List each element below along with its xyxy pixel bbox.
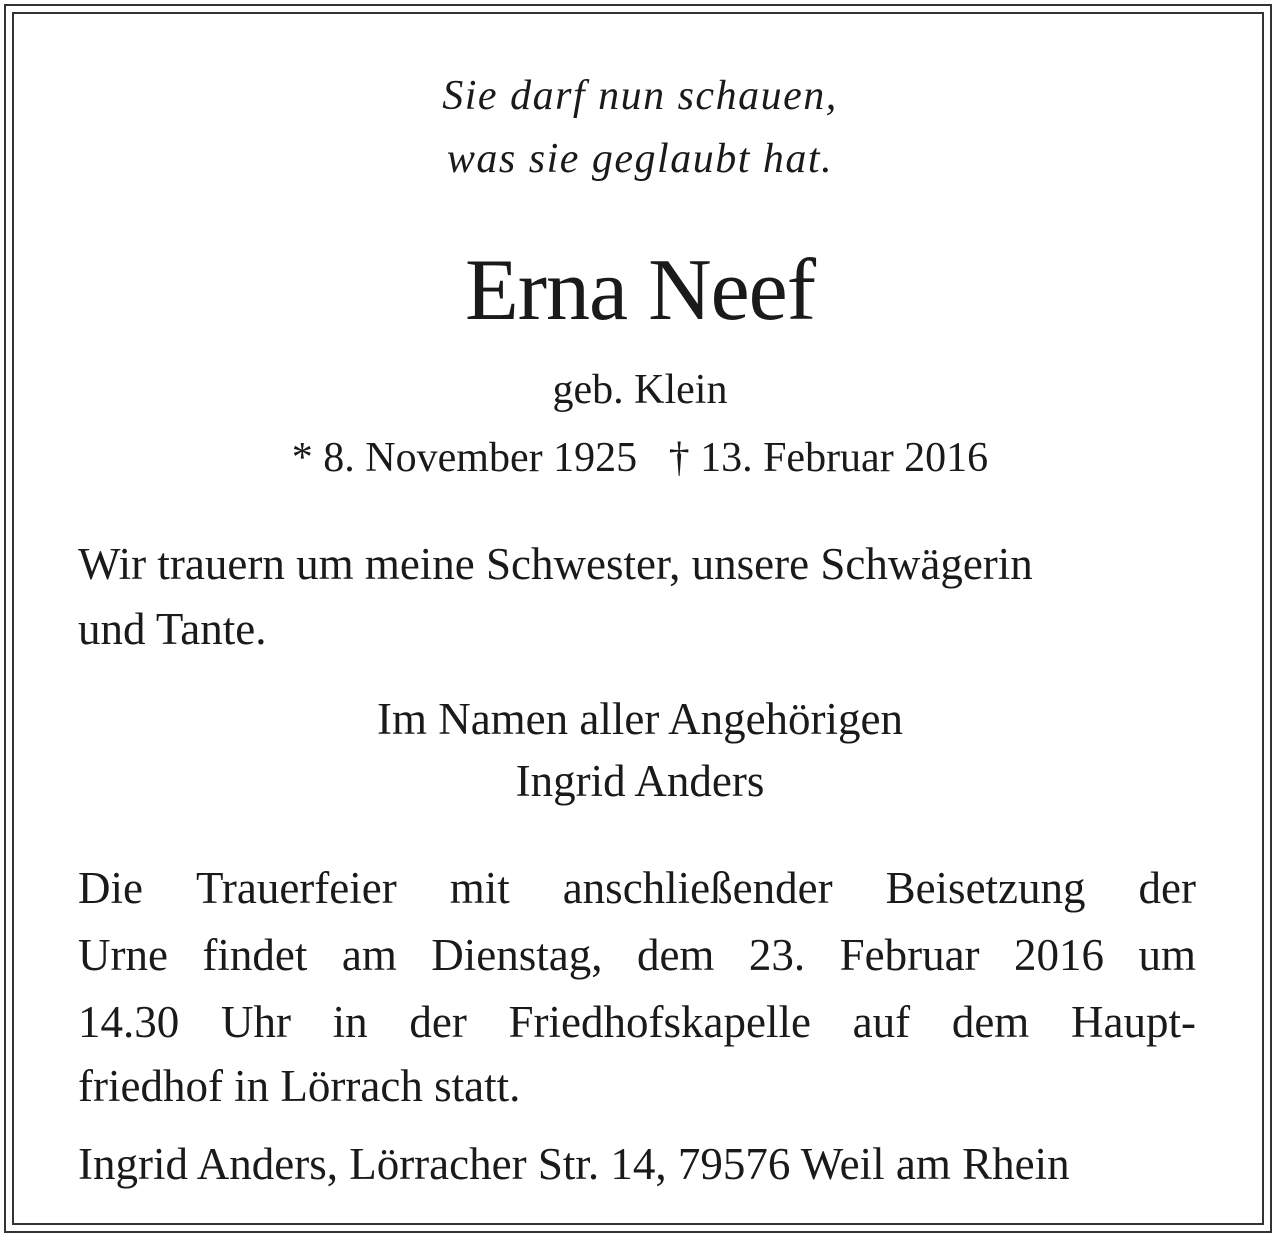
ceremony-word: Beisetzung	[885, 863, 1086, 913]
life-dates: * 8. November 1925 † 13. Februar 2016	[291, 435, 989, 481]
ceremony-line-3	[78, 996, 1196, 1048]
ceremony-word: um	[1138, 930, 1196, 980]
motto-line-1: Sie darf nun schauen,	[442, 73, 838, 119]
ceremony-word: Uhr	[220, 997, 291, 1047]
ceremony-word: 23.	[748, 930, 806, 980]
ceremony-line-1	[78, 862, 1196, 914]
ceremony-word: am	[341, 930, 397, 980]
ceremony-word: Trauerfeier	[195, 863, 397, 913]
motto-line-2: was sie geglaubt hat.	[446, 136, 834, 182]
ceremony-word: der	[409, 997, 467, 1047]
mourning-line-2: und Tante.	[78, 604, 267, 654]
signature-line-1: Im Namen aller Angehörigen	[376, 694, 904, 744]
ceremony-word: dem	[636, 930, 715, 980]
ceremony-word: Friedhofskapelle	[508, 997, 811, 1047]
ceremony-word: Februar	[839, 930, 980, 980]
ceremony-word: dem	[951, 997, 1030, 1047]
ceremony-word: findet	[202, 930, 308, 980]
ceremony-word: Dienstag,	[431, 930, 603, 980]
ceremony-word: in	[332, 997, 368, 1047]
ceremony-word: Die	[78, 863, 143, 913]
ceremony-word: der	[1138, 863, 1196, 913]
ceremony-line-4: friedhof in Lörrach statt.	[78, 1061, 521, 1111]
mourning-line-1: Wir trauern um meine Schwester, unsere Schwägerin	[78, 539, 1033, 589]
ceremony-word: 14.30	[78, 997, 180, 1047]
ceremony-word: mit	[449, 863, 510, 913]
signature-line-2: Ingrid Anders	[515, 756, 765, 806]
maiden-name: geb. Klein	[552, 367, 728, 413]
ceremony-word: auf	[852, 997, 911, 1047]
contact-address: Ingrid Anders, Lörracher Str. 14, 79576 Weil am Rhein	[78, 1139, 1070, 1189]
deceased-name: Erna Neef	[464, 242, 816, 339]
ceremony-word: anschließender	[562, 863, 833, 913]
ceremony-word: 2016	[1014, 930, 1104, 980]
ceremony-word: Urne	[78, 930, 168, 980]
ceremony-word: Haupt-	[1071, 997, 1196, 1047]
ceremony-line-2	[78, 929, 1196, 981]
